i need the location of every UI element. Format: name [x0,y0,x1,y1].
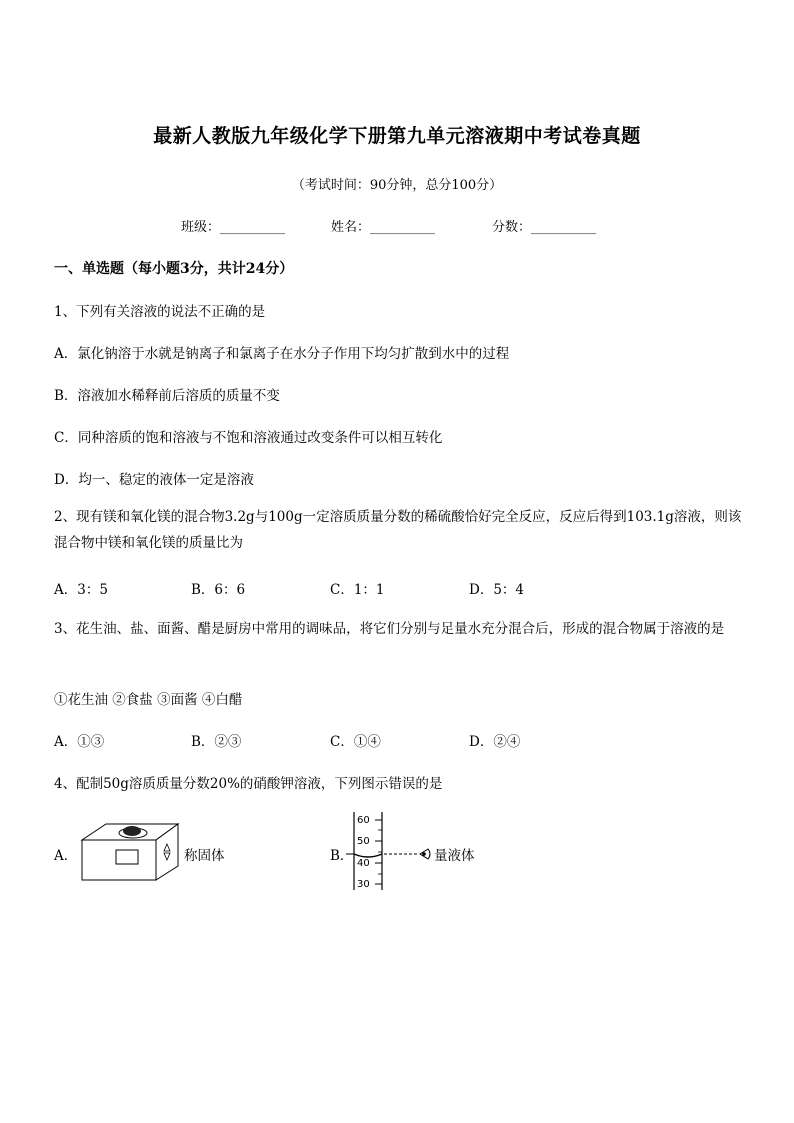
question-3-option-c[interactable]: C．①④ [330,734,381,750]
question-2-option-c[interactable]: C．1：1 [330,582,385,598]
question-2-option-a[interactable]: A．3：5 [54,582,108,598]
question-1-option-d[interactable]: D．均一、稳定的液体一定是溶液 [54,472,254,488]
section-heading: 一、单选题（每小题3分，共计24分） [54,261,294,277]
question-4-option-a-letter[interactable]: A． [54,848,78,864]
class-field[interactable] [181,216,285,235]
name-blank[interactable]: __________ [370,220,436,235]
exam-subtitle: （考试时间：90分钟，总分100分） [291,178,503,193]
question-1-option-b[interactable]: B．溶液加水稀释前后溶质的质量不变 [54,388,280,404]
question-1-option-a[interactable]: A．氯化钠溶于水就是钠离子和氯离子在水分子作用下均匀扩散到水中的过程 [54,346,510,362]
question-3-items: ①花生油 ②食盐 ③面酱 ④白醋 [54,692,243,708]
question-1-stem: 1、下列有关溶液的说法不正确的是 [54,304,266,320]
class-blank[interactable]: __________ [220,220,286,235]
score-field[interactable] [492,216,596,235]
cylinder-tick-60: 60 [357,815,370,826]
question-3-option-b[interactable]: B．②③ [191,734,242,750]
cylinder-tick-30: 30 [357,879,370,890]
question-2-option-b[interactable]: B．6：6 [191,582,246,598]
exam-title: 最新人教版九年级化学下册第九单元溶液期中考试卷真题 [153,125,641,147]
name-label: 姓名： [331,220,371,235]
cylinder-tick-40: 40 [357,858,370,869]
question-3-option-d[interactable]: D．②④ [469,734,521,750]
question-3-option-a[interactable]: A．①③ [54,734,105,750]
question-4-stem: 4、配制50g溶质质量分数20%的硝酸钾溶液，下列图示错误的是 [54,776,443,792]
question-1-option-c[interactable]: C．同种溶质的饱和溶液与不饱和溶液通过改变条件可以相互转化 [54,430,443,446]
graduated-cylinder-illustration [344,810,434,892]
name-field[interactable] [331,216,435,235]
question-4-option-a-caption: 称固体 [184,848,225,864]
class-label: 班级： [181,220,221,235]
cylinder-tick-50: 50 [357,836,370,847]
question-2-stem: 2、现有镁和氧化镁的混合物3.2g与100g一定溶质质量分数的稀硫酸恰好完全反应，反应后得到103.1g溶液，则该混合物中镁和氧化镁的质量比为 [54,509,742,551]
question-4-option-b-caption: 量液体 [434,848,475,864]
question-3-stem: 3、花生油、盐、面酱、醋是厨房中常用的调味品，将它们分别与足量水充分混合后，形成的混合物属于溶液的是 [54,621,725,637]
question-2-option-d[interactable]: D．5：4 [469,582,525,598]
balance-illustration [78,818,182,888]
question-4-option-b-letter[interactable]: B． [330,848,354,864]
score-label: 分数： [492,220,532,235]
score-blank[interactable]: __________ [531,220,597,235]
